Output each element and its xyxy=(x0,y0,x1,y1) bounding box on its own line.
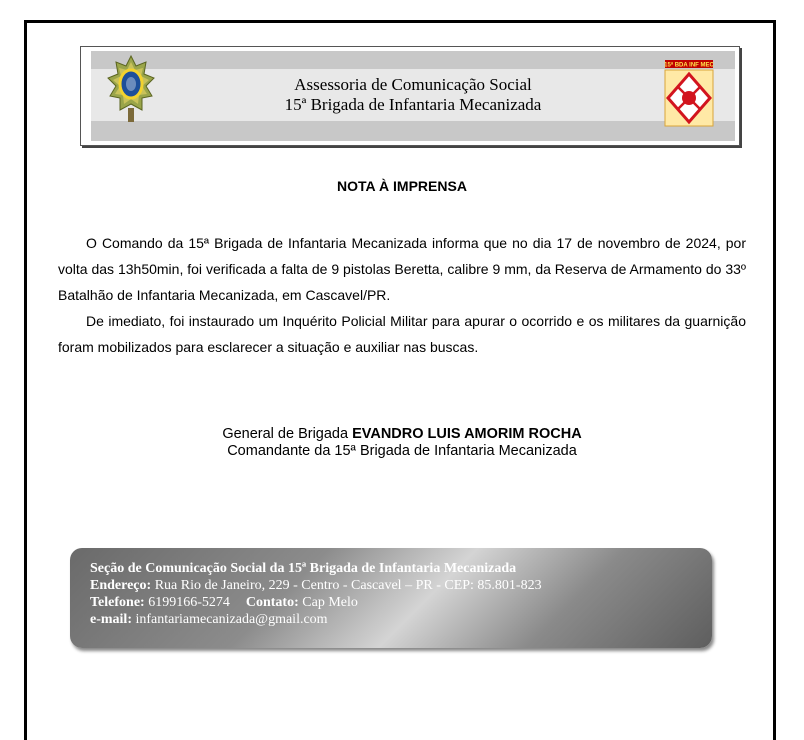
signature-role: Comandante da 15ª Brigada de Infantaria Mecanizada xyxy=(227,443,577,459)
footer-address: Rua Rio de Janeiro, 229 - Centro - Cascavel – PR - CEP: 85.801-823 xyxy=(154,578,542,593)
page-title: NOTA À IMPRENSA xyxy=(337,178,467,194)
footer-phone: 6199166-5274 xyxy=(148,595,230,610)
signature-block xyxy=(0,426,804,460)
footer-contact: Cap Melo xyxy=(302,595,358,610)
brigade-emblem-label: 15ª BDA INF MEC xyxy=(664,62,714,69)
signature-rank: General de Brigada xyxy=(222,426,349,442)
footer-address-label: Endereço: xyxy=(90,578,152,593)
footer-email-link[interactable]: infantariamecanizada@gmail.com xyxy=(135,612,328,627)
letterhead-line-1: Assessoria de Comunicação Social xyxy=(294,75,532,94)
contact-footer xyxy=(70,548,712,648)
signature-name: EVANDRO LUIS AMORIM ROCHA xyxy=(352,426,582,442)
press-note-body xyxy=(58,230,746,360)
letterhead xyxy=(80,46,740,146)
letterhead-text xyxy=(91,75,735,115)
footer-phone-label: Telefone: xyxy=(90,595,145,610)
paragraph-1: O Comando da 15ª Brigada de Infantaria Mecanizada informa que no dia 17 de novembro de 2024, por volta das 13h50min, foi verificada a falta de 9 pistolas Beretta, calibre 9 mm, da Reserva de Armamento do 33º Batalhão de Infantaria Mecanizada, em Cascavel/PR. xyxy=(58,235,746,303)
brigade-emblem-icon xyxy=(663,58,715,128)
footer-contact-label: Contato: xyxy=(245,595,299,610)
footer-heading: Seção de Comunicação Social da 15ª Brigada de Infantaria Mecanizada xyxy=(90,561,517,576)
letterhead-line-2: 15ª Brigada de Infantaria Mecanizada xyxy=(284,95,542,114)
footer-email-label: e-mail: xyxy=(90,612,132,627)
contact-footer-text xyxy=(90,560,542,628)
paragraph-2: De imediato, foi instaurado um Inquérito Policial Militar para apurar o ocorrido e os militares da guarnição foram mobilizados para esclarecer a situação e auxiliar nas buscas. xyxy=(58,313,746,355)
signature-name-line xyxy=(0,426,804,443)
army-emblem-icon xyxy=(106,54,156,126)
letterhead-background xyxy=(91,51,735,141)
